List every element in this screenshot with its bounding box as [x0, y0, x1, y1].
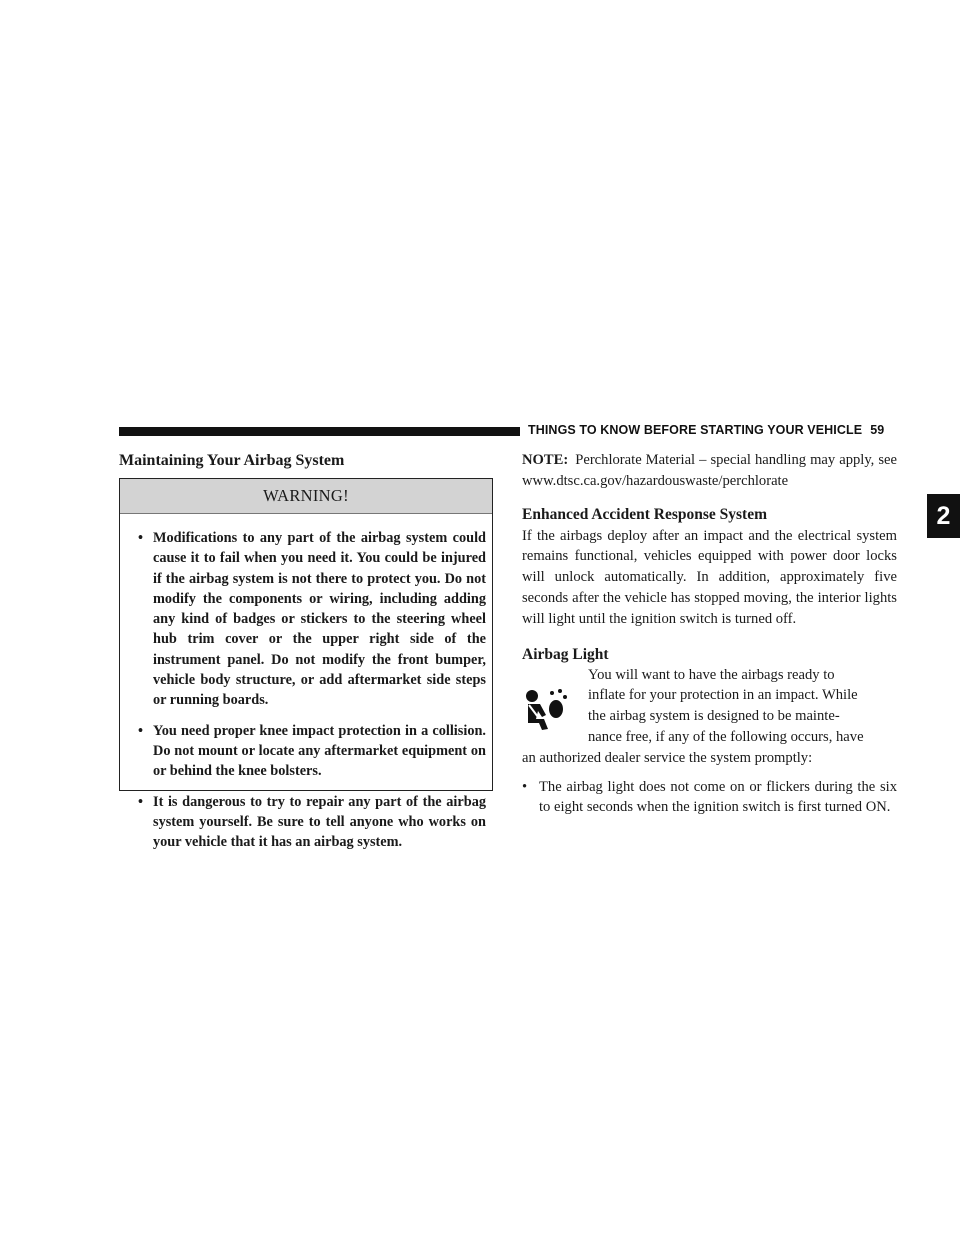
running-title: THINGS TO KNOW BEFORE STARTING YOUR VEHICLE: [528, 423, 863, 437]
running-head: [528, 423, 884, 437]
bullet-icon: •: [138, 793, 144, 810]
bullet-icon: •: [138, 722, 144, 739]
right-column: [522, 450, 897, 818]
bullet-icon: •: [522, 778, 528, 795]
note: [522, 450, 897, 492]
warning-item: • Modifications to any part of the airbag system could cause it to fail when you need it. You could be injured if the airbag system is not there to protect you. Do not modify the components or wiring, including adding any kind of badges or stickers to the steering wheel hub trim cover or the upper right side of the instrument panel. Do not modify the front bumper, vehicle body structure, or add aftermarket side steps or running boards.: [138, 530, 486, 709]
airbag-text-line: an authorized dealer service the system promptly:: [522, 749, 813, 766]
airbag-light-section: [522, 665, 897, 819]
chapter-tab: 2: [927, 494, 960, 538]
header-rule: [119, 427, 520, 436]
airbag-text-line: the airbag system is designed to be mainte-: [588, 708, 840, 725]
left-column: [119, 450, 495, 851]
airbag-light-title: Airbag Light: [522, 645, 609, 663]
section-title: Maintaining Your Airbag System: [119, 452, 345, 469]
airbag-text-line: You will want to have the airbags ready to: [588, 666, 835, 683]
airbag-text-line: inflate for your protection in an impact. While: [588, 687, 858, 704]
warning-title: WARNING!: [120, 479, 492, 514]
warning-box: [119, 478, 493, 851]
airbag-text-line: nance free, if any of the following occurs, have: [588, 728, 864, 745]
note-text: Perchlorate Material – special handling may apply, see www.dtsc.ca.gov/hazardouswaste/perchlorate: [522, 452, 897, 489]
airbag-warning-icon: [522, 687, 570, 731]
airbag-bullet: • The airbag light does not come on or flickers during the six to eight seconds when the ignition switch is first turned ON.: [522, 778, 897, 816]
bullet-icon: •: [138, 530, 144, 546]
warning-list: [120, 514, 492, 852]
warning-item: • You need proper knee impact protection in a collision. Do not mount or locate any aftermarket equipment on or behind the knee bolsters.: [138, 722, 486, 780]
page-number: 59: [870, 423, 885, 437]
warning-item: • It is dangerous to try to repair any part of the airbag system yourself. Be sure to tell anyone who works on your vehicle that it has an airbag system.: [138, 793, 486, 851]
eaers-title: Enhanced Accident Response System: [522, 505, 768, 523]
note-label: NOTE:: [522, 452, 569, 468]
eaers-body: If the airbags deploy after an impact and the electrical system remains functional, vehicles equipped with power door locks will unlock automatically. In addition, approximately five seconds after the vehicle has stopped moving, the interior lights will light until the ignition switch is turned off.: [522, 527, 897, 627]
